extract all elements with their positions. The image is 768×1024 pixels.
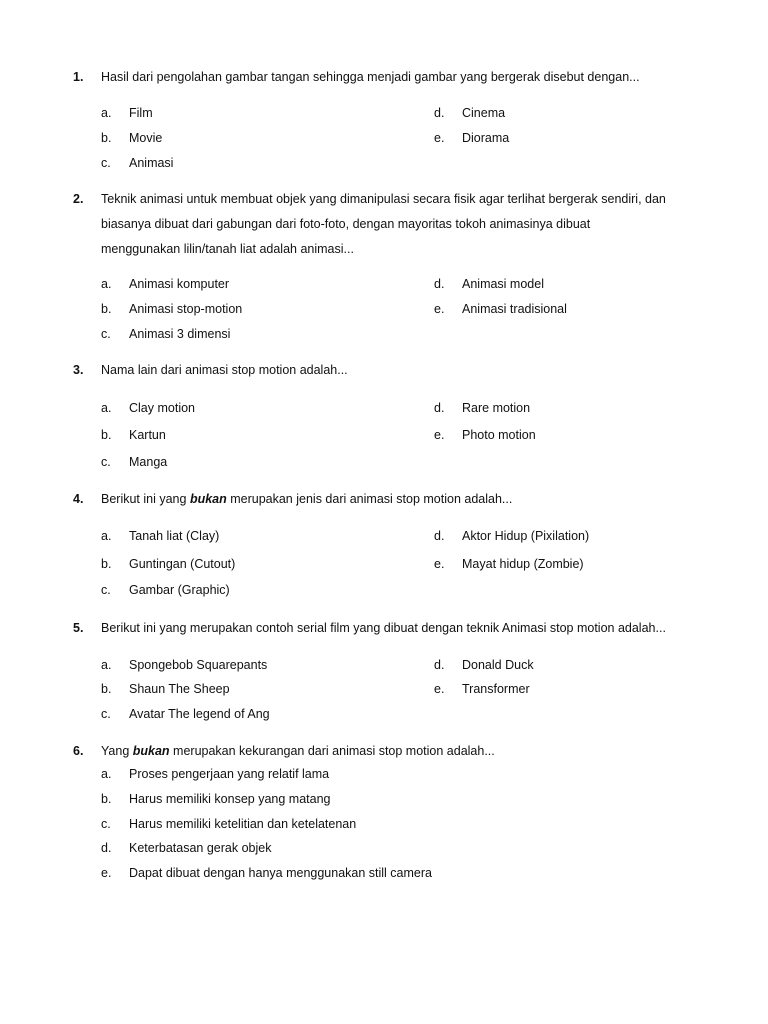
question-text: Nama lain dari animasi stop motion adalah... — [101, 363, 348, 377]
question-number: 6. — [73, 744, 84, 758]
question-number: 4. — [73, 492, 84, 506]
emphasis-bukan: bukan — [132, 744, 170, 758]
question-text-line-3: menggunakan lilin/tanah liat adalah animasi... — [101, 242, 354, 256]
question-number: 2. — [73, 192, 84, 206]
question-text-line-1: Teknik animasi untuk membuat objek yang dimanipulasi secara fisik agar terlihat bergerak sendiri, dan — [101, 192, 666, 206]
question-number: 3. — [73, 363, 84, 377]
question-text: Berikut ini yang bukan merupakan jenis dari animasi stop motion adalah... — [101, 492, 513, 506]
question-text: Berikut ini yang merupakan contoh serial film yang dibuat dengan teknik Animasi stop motion adalah... — [101, 621, 666, 635]
question-number: 5. — [73, 621, 84, 635]
question-text: Hasil dari pengolahan gambar tangan sehingga menjadi gambar yang bergerak disebut dengan... — [101, 70, 640, 84]
emphasis-bukan: bukan — [189, 492, 227, 506]
question-number: 1. — [73, 70, 84, 84]
question-text-line-2: biasanya dibuat dari gabungan dari foto-foto, dengan mayoritas tokoh animasinya dibuat — [101, 217, 591, 231]
question-text: Yang bukan merupakan kekurangan dari animasi stop motion adalah... — [101, 744, 495, 758]
